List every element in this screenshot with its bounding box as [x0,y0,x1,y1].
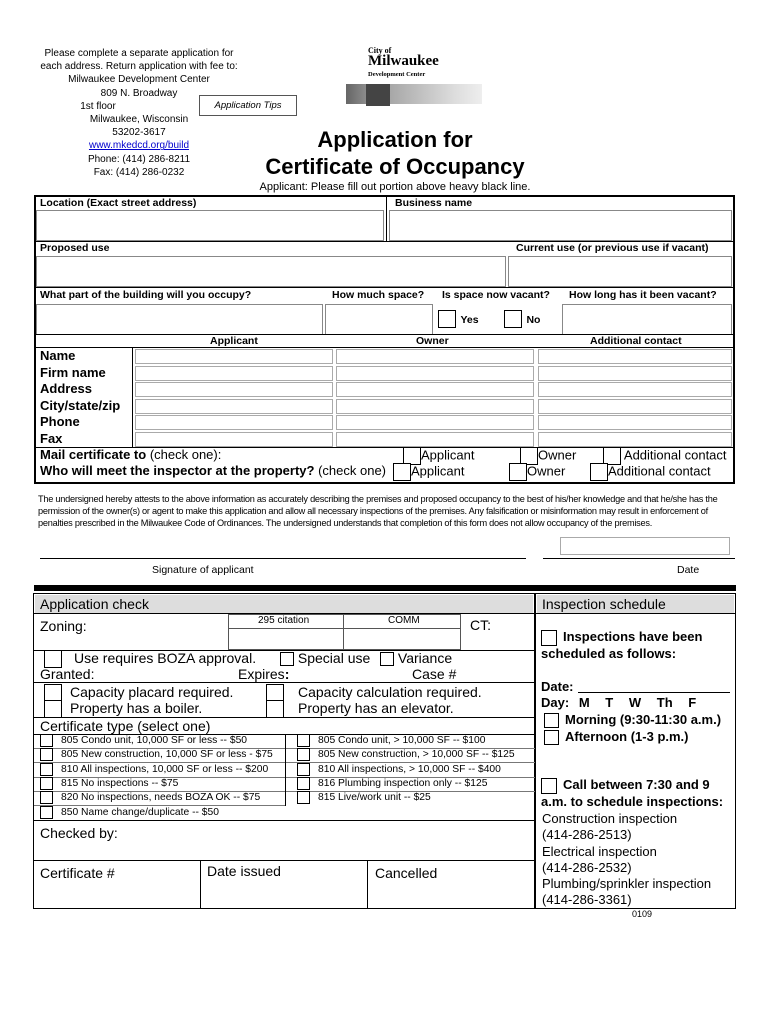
logo-city-of: City of [368,46,392,55]
contact-input-owner[interactable] [336,349,534,364]
scheduled-checkbox[interactable] [541,630,557,646]
certificate-type-label: 820 No inspections, needs BOZA OK -- $75 [61,792,261,804]
location-label: Location (Exact street address) [40,197,197,209]
capacity-calc-label: Capacity calculation required. [298,684,482,700]
vacant-yes-checkbox[interactable] [438,310,456,328]
contact-input-additional[interactable] [538,399,732,414]
inspector-meet-label: Who will meet the inspector at the property? [40,463,315,478]
plumbing-phone: (414-286-3361) [542,892,632,908]
expires-text: Expires [238,666,285,682]
logo-subtitle: Development Center [368,71,426,78]
phone-label: Phone [40,414,80,429]
vacant-yes-option[interactable] [438,310,479,328]
contact-input-applicant[interactable] [135,366,333,381]
granted-label: Granted: [40,666,95,682]
date-label: Date [677,564,700,576]
certificate-type-option-left[interactable] [40,791,260,804]
inspector-additional-label: Additional contact [608,463,711,479]
firm-name-label: Firm name [40,364,106,380]
contact-input-additional[interactable] [538,382,732,397]
elevator-checkbox[interactable] [266,700,284,718]
proposed-use-label: Proposed use [40,242,110,254]
mail-certificate-row [40,447,221,462]
morning-option[interactable] [544,712,721,728]
certificate-type-label: 810 All inspections, > 10,000 SF -- $400 [318,763,501,775]
afternoon-option[interactable] [544,729,689,745]
inspection-contacts [542,811,711,909]
cancelled-label: Cancelled [375,865,438,881]
boiler-checkbox[interactable] [44,700,62,718]
certificate-type-label: 810 All inspections, 10,000 SF or less -- $200 [61,763,269,775]
day-thursday[interactable]: Th [656,695,673,710]
center-name: Milwaukee Development Center [68,74,210,86]
placard-label: Capacity placard required. [70,684,234,700]
inspector-owner-option[interactable] [509,463,565,481]
mail-certificate-label: Mail certificate to [40,447,147,462]
inspector-additional-option[interactable] [590,463,711,481]
instruction-line: Please complete a separate application for [44,48,234,59]
certificate-type-checkbox[interactable] [297,777,310,790]
certificate-type-label: 805 New construction, > 10,000 SF -- $125 [318,749,515,761]
how-much-space-label: How much space? [332,289,425,301]
current-use-input[interactable] [508,256,732,287]
how-long-vacant-label: How long has it been vacant? [569,289,717,301]
certificate-type-label: 815 Live/work unit -- $25 [318,792,431,804]
inspector-applicant-checkbox[interactable] [393,463,411,481]
contact-input-additional[interactable] [538,432,732,447]
certificate-type-checkbox[interactable] [40,791,53,804]
form-code: 0109 [632,909,653,919]
application-tips-button[interactable]: Application Tips [199,95,297,116]
boiler-option[interactable] [44,700,202,718]
variance-checkbox[interactable] [380,652,394,666]
day-monday[interactable]: M [578,695,590,710]
certificate-type-checkbox[interactable] [40,748,53,761]
instruction-line: each address. Return application with fee to: [40,61,238,73]
inspection-schedule-title: Inspection schedule [542,596,666,612]
logo-name: Milwaukee [368,53,439,69]
contact-input-additional[interactable] [538,349,732,364]
special-use-option[interactable] [280,650,370,666]
certificate-type-option-left[interactable] [40,763,268,776]
schedule-day-label: Day: [541,695,570,710]
contact-input-owner[interactable] [336,366,534,381]
title-line-2: Certificate of Occupancy [265,154,525,179]
morning-checkbox[interactable] [544,713,559,728]
certificate-type-checkbox[interactable] [40,763,53,776]
certificate-type-option-right[interactable] [297,777,487,790]
inspector-meet-row [40,463,386,478]
contact-input-owner[interactable] [336,415,534,430]
how-much-space-input[interactable] [325,304,433,335]
special-use-label: Special use [297,650,371,666]
location-input[interactable] [36,210,384,241]
certificate-type-checkbox[interactable] [297,763,310,776]
certificate-type-option-left[interactable] [40,734,247,747]
afternoon-checkbox[interactable] [544,730,559,745]
floor: 1st floor [80,100,116,112]
afternoon-label: Afternoon (1-3 p.m.) [565,729,689,744]
contact-input-applicant[interactable] [135,399,333,414]
fax: Fax: (414) 286-0232 [93,166,185,178]
website-link[interactable]: www.mkedcd.org/build [88,140,190,152]
building-part-label: What part of the building will you occupy? [40,289,252,301]
contact-input-owner[interactable] [336,432,534,447]
plumbing-inspection: Plumbing/sprinkler inspection [542,876,712,892]
contact-input-additional[interactable] [538,415,732,430]
certificate-type-label: 805 Condo unit, 10,000 SF or less -- $50 [61,735,248,747]
inspector-meet-hint: (check one) [314,463,387,478]
schedule-date-label: Date: [541,679,574,694]
signature-date-input[interactable] [560,537,730,555]
zoning-label: Zoning: [40,618,87,634]
case-number-label: Case # [412,666,457,682]
page-title [230,126,560,180]
mail-applicant-label: Applicant [421,447,475,463]
application-check-title: Application check [40,596,149,612]
inspector-additional-checkbox[interactable] [590,463,608,481]
electrical-inspection: Electrical inspection [542,843,657,859]
certificate-type-checkbox[interactable] [40,734,53,747]
scheduled-option[interactable] [541,629,702,662]
col-applicant: Applicant [210,335,258,347]
attestation-text: The undersigned hereby attests to the above information as accurately describing the premises and proposed occupancy to the best of his/her knowledge and that he/she has the permission of the owner(s) or agent to make this application and allow all necessary inspections of the premises. Any falsification or misinformation may result in enforcement of penalties prescribed in the Milwaukee Code of Ordinances. The undersigned understands that completion of this form does not allow occupancy of the premises. [38,494,718,528]
inspector-owner-checkbox[interactable] [509,463,527,481]
col-owner: Owner [416,335,449,347]
day-tuesday[interactable]: T [605,695,614,710]
morning-label: Morning (9:30-11:30 a.m.) [565,712,722,727]
expires-colon: : [284,666,290,682]
certificate-type-label: Certificate type (select one) [40,718,211,734]
certificate-type-checkbox[interactable] [297,748,310,761]
inspector-applicant-option[interactable] [393,463,464,481]
certificate-type-option-right[interactable] [297,734,485,747]
day-wednesday[interactable]: W [628,695,642,710]
zip: 53202-3617 [112,127,166,139]
contact-input-applicant[interactable] [135,382,333,397]
certificate-type-checkbox[interactable] [40,806,53,819]
certificate-type-label: 805 Condo unit, > 10,000 SF -- $100 [318,735,486,747]
logo-emblem-icon [366,84,390,106]
certificate-type-option-right[interactable] [297,763,501,776]
inspector-applicant-label: Applicant [411,463,465,479]
construction-phone: (414-286-2513) [542,827,632,843]
elevator-option[interactable] [266,700,454,718]
vacant-no-option[interactable] [504,310,540,328]
certificate-type-checkbox[interactable] [297,791,310,804]
contact-input-applicant[interactable] [135,432,333,447]
elevator-label: Property has an elevator. [298,700,454,716]
certificate-type-checkbox[interactable] [40,777,53,790]
day-friday[interactable]: F [688,695,697,710]
construction-inspection: Construction inspection [542,811,678,826]
schedule-day-row [541,695,696,710]
contact-input-additional[interactable] [538,366,732,381]
scheduled-line-2: scheduled as follows: [541,645,677,661]
date-issued-label: Date issued [207,863,281,879]
mail-owner-label: Owner [538,447,577,463]
contact-input-owner[interactable] [336,399,534,414]
business-name-label: Business name [395,197,473,209]
contact-input-applicant[interactable] [135,415,333,430]
milwaukee-logo [346,44,484,106]
vacant-yes-label: Yes [460,314,479,327]
vacant-no-label: No [526,314,541,327]
citation-label: 295 citation [258,615,310,626]
certificate-type-option-right[interactable] [297,791,431,804]
variance-label: Variance [397,650,453,666]
call-option[interactable] [541,777,723,810]
checked-by-label: Checked by: [40,825,118,841]
street-address: 809 N. Broadway [100,87,178,99]
certificate-type-option-left[interactable] [40,748,273,761]
call-line-1: Call between 7:30 and 9 [563,777,710,792]
inspector-owner-label: Owner [527,463,566,479]
certificate-type-label: 815 No inspections -- $75 [61,778,179,790]
certificate-number-label: Certificate # [40,865,115,881]
name-label: Name [40,348,76,363]
call-line-2: a.m. to schedule inspections: [541,793,724,809]
how-long-vacant-input[interactable] [562,304,732,335]
proposed-use-input[interactable] [36,256,506,287]
boza-label: Use requires BOZA approval. [74,650,257,666]
address-label: Address [40,381,93,396]
expires-label [238,666,289,682]
subtitle: Applicant: Please fill out portion above heavy black line. [259,181,531,193]
city-state-zip-label: City/state/zip [40,397,121,413]
city-state: Milwaukee, Wisconsin [89,114,189,126]
mail-certificate-hint: (check one): [146,447,222,462]
special-use-checkbox[interactable] [280,652,294,666]
heavy-black-line [34,585,736,591]
certificate-type-option-left[interactable] [40,777,178,790]
title-line-1: Application for [317,127,473,152]
contact-row-labels [40,348,120,447]
building-part-input[interactable] [36,304,323,335]
signature-label: Signature of applicant [152,564,254,576]
certificate-type-option-left[interactable] [40,806,219,819]
mail-additional-label: Additional contact [623,447,727,463]
space-vacant-label: Is space now vacant? [442,289,550,301]
certificate-type-option-right[interactable] [297,748,515,761]
comm-label: COMM [388,615,420,626]
certificate-type-label: 816 Plumbing inspection only -- $125 [318,778,488,790]
variance-option[interactable] [380,650,452,666]
col-additional-contact: Additional contact [590,335,682,347]
certificate-type-label: 805 New construction, 10,000 SF or less - $75 [61,749,273,761]
certificate-type-label: 850 Name change/duplicate -- $50 [61,806,219,818]
phone: Phone: (414) 286-8211 [87,153,191,165]
contact-input-owner[interactable] [336,382,534,397]
vacant-no-checkbox[interactable] [504,310,522,328]
electrical-phone: (414-286-2532) [542,859,632,875]
contact-input-applicant[interactable] [135,349,333,364]
current-use-label: Current use (or previous use if vacant) [516,242,709,254]
ct-label: CT: [470,617,491,633]
call-checkbox[interactable] [541,778,557,794]
fax-label: Fax [40,430,63,446]
boiler-label: Property has a boiler. [70,700,203,716]
business-name-input[interactable] [389,210,732,241]
scheduled-line-1: Inspections have been [563,629,703,644]
certificate-type-checkbox[interactable] [297,734,310,747]
